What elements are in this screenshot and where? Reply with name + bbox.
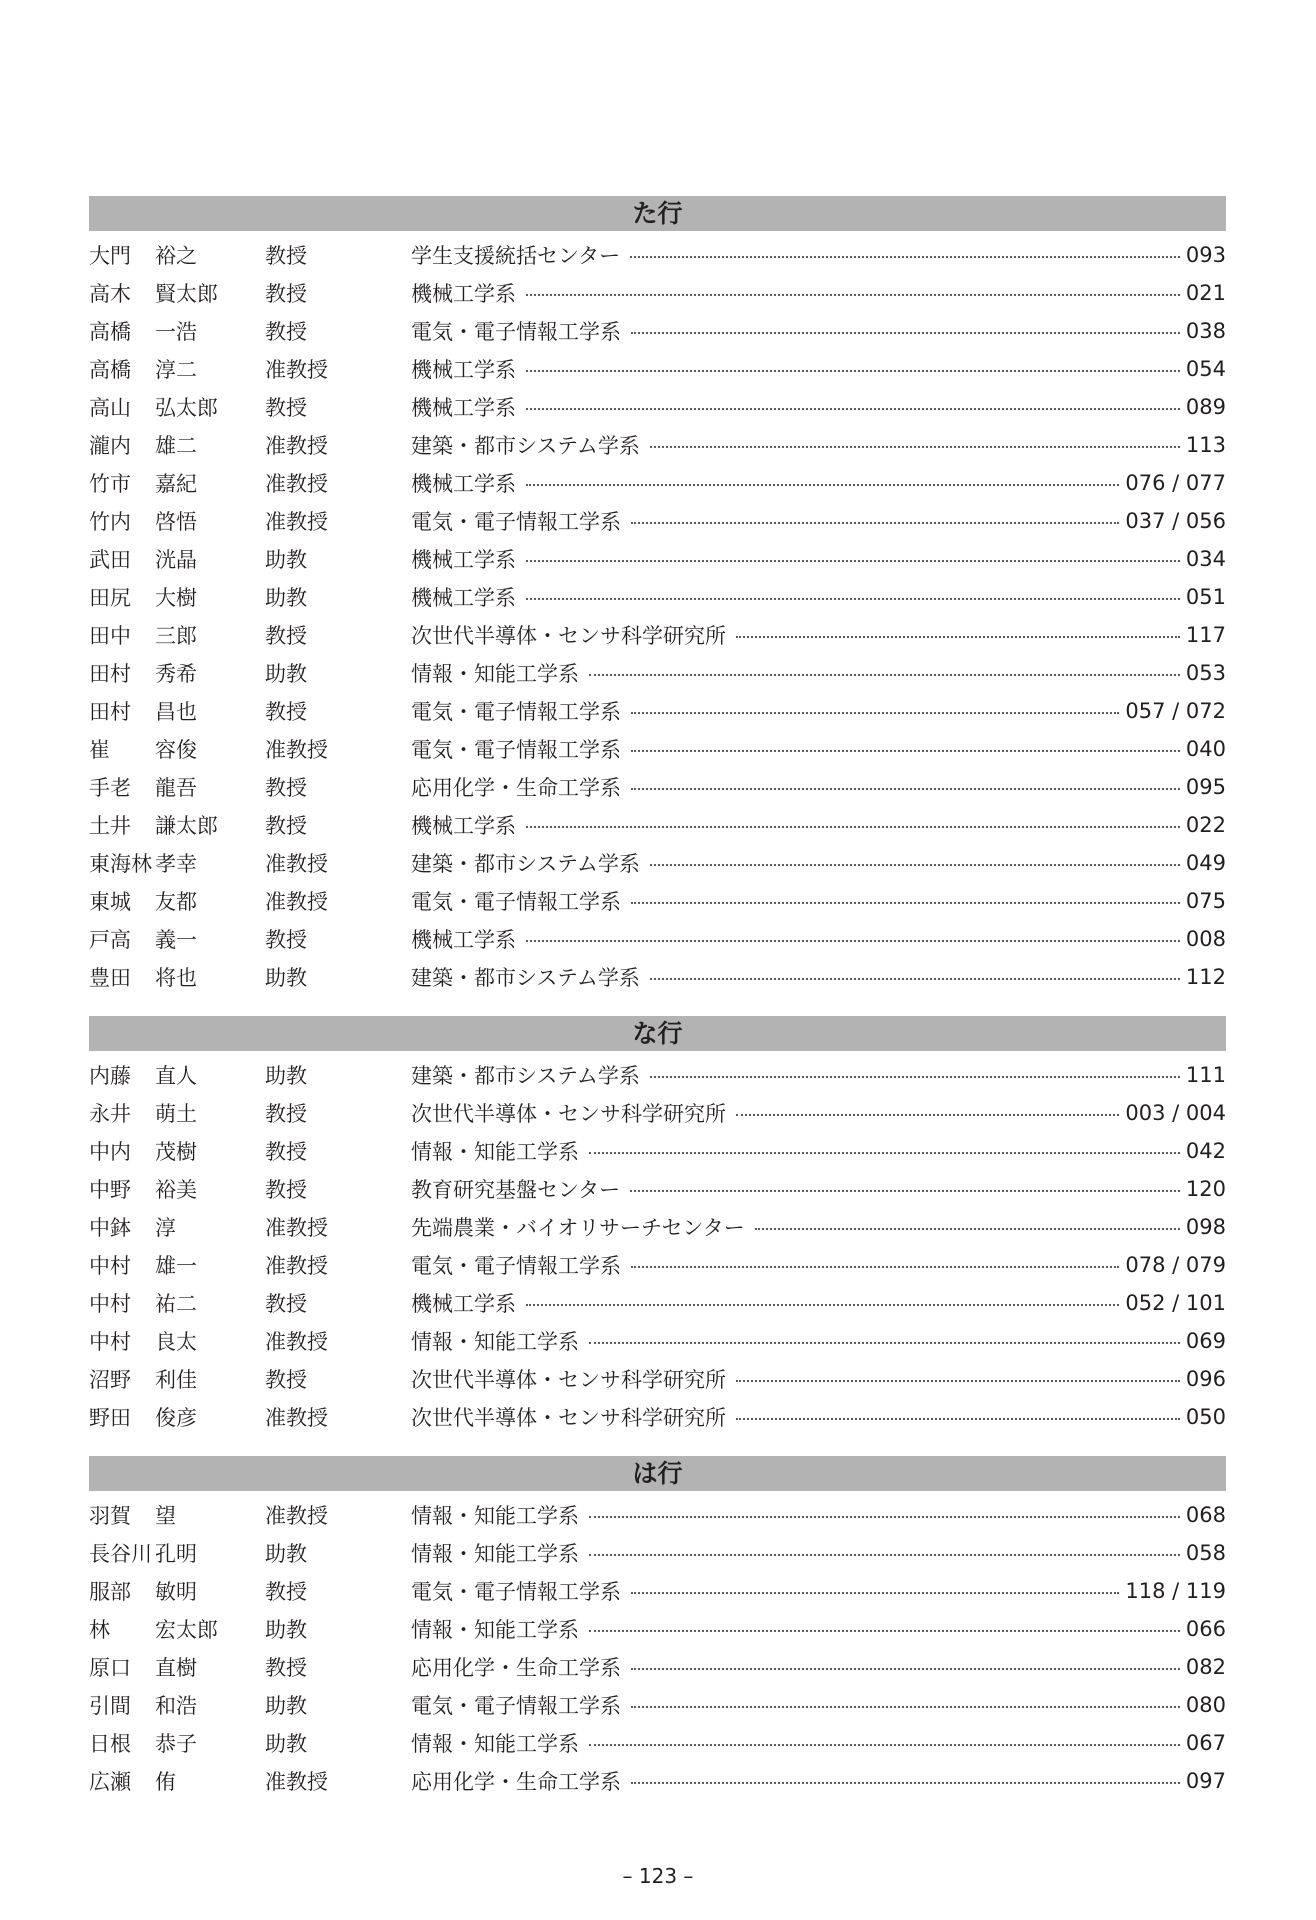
given-name: 淳二	[155, 358, 197, 382]
list-item	[89, 426, 1226, 464]
department: 電気・電子情報工学系	[411, 320, 621, 344]
dot-leader	[650, 446, 1180, 448]
department: 電気・電子情報工学系	[411, 1254, 621, 1278]
given-name: 孝幸	[155, 852, 197, 876]
dot-leader	[650, 978, 1180, 980]
given-name: 秀希	[155, 662, 197, 686]
page-reference: 068	[1185, 1503, 1226, 1527]
page-reference: 053	[1185, 661, 1226, 685]
academic-title: 教授	[265, 1292, 307, 1316]
dot-leader	[526, 408, 1180, 410]
dot-leader	[631, 788, 1180, 790]
department: 教育研究基盤センター	[411, 1178, 621, 1202]
academic-title: 教授	[265, 928, 307, 952]
given-name: 直樹	[155, 1656, 197, 1680]
given-name: 恭子	[155, 1732, 197, 1756]
list-item	[89, 1094, 1226, 1132]
academic-title: 准教授	[265, 1504, 328, 1528]
list-item	[89, 1246, 1226, 1284]
page-reference: 051	[1185, 585, 1226, 609]
surname: 日根	[89, 1732, 131, 1756]
academic-title: 教授	[265, 282, 307, 306]
page-reference: 049	[1185, 851, 1226, 875]
academic-title: 助教	[265, 586, 307, 610]
dot-leader	[526, 1304, 1119, 1306]
list-item	[89, 578, 1226, 616]
surname: 手老	[89, 776, 131, 800]
given-name: 昌也	[155, 700, 197, 724]
list-item	[89, 768, 1226, 806]
dot-leader	[631, 1782, 1180, 1784]
section-ha	[89, 1456, 1226, 1800]
list-item	[89, 1056, 1226, 1094]
page-reference: 113	[1185, 433, 1226, 457]
page-reference: 021	[1185, 281, 1226, 305]
page-reference: 082	[1185, 1655, 1226, 1679]
dot-leader	[630, 1190, 1180, 1192]
dot-leader	[631, 712, 1119, 714]
given-name: 直人	[155, 1064, 197, 1088]
department: 応用化学・生命工学系	[411, 776, 621, 800]
department: 次世代半導体・センサ科学研究所	[411, 1406, 726, 1430]
department: 情報・知能工学系	[411, 1330, 579, 1354]
academic-title: 教授	[265, 1140, 307, 1164]
department: 機械工学系	[411, 358, 516, 382]
page-reference: 034	[1185, 547, 1226, 571]
academic-title: 准教授	[265, 1254, 328, 1278]
surname: 東海林	[89, 852, 152, 876]
surname: 広瀬	[89, 1770, 131, 1794]
surname: 中村	[89, 1330, 131, 1354]
list-item	[89, 1610, 1226, 1648]
academic-title: 准教授	[265, 434, 328, 458]
given-name: 啓悟	[155, 510, 197, 534]
given-name: 侑	[155, 1770, 176, 1794]
department: 次世代半導体・センサ科学研究所	[411, 624, 726, 648]
list-item	[89, 1572, 1226, 1610]
academic-title: 助教	[265, 1732, 307, 1756]
list-item	[89, 1686, 1226, 1724]
directory-index	[89, 196, 1226, 1820]
academic-title: 准教授	[265, 1330, 328, 1354]
page-reference: 054	[1185, 357, 1226, 381]
department: 電気・電子情報工学系	[411, 890, 621, 914]
department: 建築・都市システム学系	[411, 852, 640, 876]
dot-leader	[631, 522, 1119, 524]
academic-title: 准教授	[265, 1216, 328, 1240]
list-item	[89, 1322, 1226, 1360]
given-name: 一浩	[155, 320, 197, 344]
given-name: 宏太郎	[155, 1618, 218, 1642]
dot-leader	[526, 826, 1180, 828]
given-name: 孔明	[155, 1542, 197, 1566]
surname: 羽賀	[89, 1504, 131, 1528]
page-reference: 097	[1185, 1769, 1226, 1793]
surname: 田尻	[89, 586, 131, 610]
academic-title: 助教	[265, 966, 307, 990]
dot-leader	[589, 1554, 1180, 1556]
page-reference: 098	[1185, 1215, 1226, 1239]
surname: 野田	[89, 1406, 131, 1430]
dot-leader	[526, 940, 1180, 942]
list-item	[89, 236, 1226, 274]
academic-title: 教授	[265, 1580, 307, 1604]
department: 建築・都市システム学系	[411, 1064, 640, 1088]
given-name: 望	[155, 1504, 176, 1528]
page-reference: 118 / 119	[1125, 1579, 1226, 1603]
academic-title: 教授	[265, 776, 307, 800]
surname: 中村	[89, 1292, 131, 1316]
surname: 林	[89, 1618, 110, 1642]
surname: 戸高	[89, 928, 131, 952]
academic-title: 准教授	[265, 890, 328, 914]
dot-leader	[526, 598, 1180, 600]
academic-title: 准教授	[265, 852, 328, 876]
given-name: 俊彦	[155, 1406, 197, 1430]
given-name: 淳	[155, 1216, 176, 1240]
given-name: 萌土	[155, 1102, 197, 1126]
given-name: 三郎	[155, 624, 197, 648]
list-item	[89, 806, 1226, 844]
page-reference: 058	[1185, 1541, 1226, 1565]
section-header: は行	[89, 1456, 1226, 1491]
given-name: 龍吾	[155, 776, 197, 800]
academic-title: 教授	[265, 624, 307, 648]
list-item	[89, 1496, 1226, 1534]
section-na	[89, 1016, 1226, 1436]
given-name: 利佳	[155, 1368, 197, 1392]
academic-title: 教授	[265, 244, 307, 268]
department: 情報・知能工学系	[411, 1732, 579, 1756]
dot-leader	[631, 332, 1180, 334]
page-reference: 069	[1185, 1329, 1226, 1353]
page-reference: 111	[1185, 1063, 1226, 1087]
given-name: 茂樹	[155, 1140, 197, 1164]
department: 機械工学系	[411, 814, 516, 838]
academic-title: 准教授	[265, 510, 328, 534]
academic-title: 助教	[265, 1618, 307, 1642]
page-reference: 040	[1185, 737, 1226, 761]
academic-title: 教授	[265, 320, 307, 344]
department: 機械工学系	[411, 928, 516, 952]
surname: 永井	[89, 1102, 131, 1126]
surname: 竹内	[89, 510, 131, 534]
page-reference: 052 / 101	[1125, 1291, 1226, 1315]
dot-leader	[650, 1076, 1180, 1078]
dot-leader	[630, 256, 1180, 258]
academic-title: 助教	[265, 548, 307, 572]
page-number: – 123 –	[622, 1864, 694, 1888]
department: 電気・電子情報工学系	[411, 1580, 621, 1604]
given-name: 祐二	[155, 1292, 197, 1316]
page-reference: 112	[1185, 965, 1226, 989]
surname: 沼野	[89, 1368, 131, 1392]
dot-leader	[526, 484, 1119, 486]
department: 建築・都市システム学系	[411, 434, 640, 458]
given-name: 良太	[155, 1330, 197, 1354]
given-name: 洸晶	[155, 548, 197, 572]
department: 機械工学系	[411, 548, 516, 572]
surname: 武田	[89, 548, 131, 572]
surname: 引間	[89, 1694, 131, 1718]
department: 機械工学系	[411, 396, 516, 420]
department: 情報・知能工学系	[411, 1504, 579, 1528]
academic-title: 助教	[265, 1694, 307, 1718]
department: 電気・電子情報工学系	[411, 738, 621, 762]
page-reference: 008	[1185, 927, 1226, 951]
dot-leader	[589, 1744, 1180, 1746]
department: 情報・知能工学系	[411, 662, 579, 686]
page-reference: 078 / 079	[1125, 1253, 1226, 1277]
page-reference: 089	[1185, 395, 1226, 419]
page-reference: 076 / 077	[1125, 471, 1226, 495]
dot-leader	[526, 560, 1180, 562]
list-item	[89, 1170, 1226, 1208]
list-item	[89, 958, 1226, 996]
surname: 大門	[89, 244, 131, 268]
page-reference: 067	[1185, 1731, 1226, 1755]
surname: 高橋	[89, 320, 131, 344]
dot-leader	[736, 1114, 1119, 1116]
list-item	[89, 274, 1226, 312]
page-reference: 117	[1185, 623, 1226, 647]
list-item	[89, 1534, 1226, 1572]
dot-leader	[589, 1630, 1180, 1632]
department: 機械工学系	[411, 282, 516, 306]
surname: 田村	[89, 662, 131, 686]
department: 建築・都市システム学系	[411, 966, 640, 990]
given-name: 裕美	[155, 1178, 197, 1202]
dot-leader	[589, 674, 1180, 676]
department: 次世代半導体・センサ科学研究所	[411, 1368, 726, 1392]
dot-leader	[631, 750, 1180, 752]
academic-title: 教授	[265, 1656, 307, 1680]
list-item	[89, 1762, 1226, 1800]
dot-leader	[736, 636, 1180, 638]
dot-leader	[526, 370, 1180, 372]
surname: 豊田	[89, 966, 131, 990]
section-ta	[89, 196, 1226, 996]
list-item	[89, 1208, 1226, 1246]
surname: 瀧内	[89, 434, 131, 458]
academic-title: 准教授	[265, 1770, 328, 1794]
section-header: た行	[89, 196, 1226, 231]
page-reference: 050	[1185, 1405, 1226, 1429]
surname: 中鉢	[89, 1216, 131, 1240]
list-item	[89, 730, 1226, 768]
list-item	[89, 882, 1226, 920]
given-name: 友都	[155, 890, 197, 914]
given-name: 賢太郎	[155, 282, 218, 306]
page-reference: 042	[1185, 1139, 1226, 1163]
surname: 高木	[89, 282, 131, 306]
list-item	[89, 312, 1226, 350]
department: 応用化学・生命工学系	[411, 1770, 621, 1794]
list-item	[89, 692, 1226, 730]
list-item	[89, 1284, 1226, 1322]
academic-title: 准教授	[265, 358, 328, 382]
page-reference: 038	[1185, 319, 1226, 343]
given-name: 義一	[155, 928, 197, 952]
dot-leader	[631, 1706, 1180, 1708]
academic-title: 助教	[265, 1542, 307, 1566]
list-item	[89, 920, 1226, 958]
surname: 内藤	[89, 1064, 131, 1088]
academic-title: 准教授	[265, 472, 328, 496]
dot-leader	[631, 1668, 1180, 1670]
page-reference: 066	[1185, 1617, 1226, 1641]
academic-title: 助教	[265, 1064, 307, 1088]
list-item	[89, 1398, 1226, 1436]
dot-leader	[589, 1152, 1180, 1154]
academic-title: 教授	[265, 700, 307, 724]
department: 次世代半導体・センサ科学研究所	[411, 1102, 726, 1126]
academic-title: 教授	[265, 1102, 307, 1126]
academic-title: 教授	[265, 396, 307, 420]
surname: 土井	[89, 814, 131, 838]
page-reference: 075	[1185, 889, 1226, 913]
given-name: 容俊	[155, 738, 197, 762]
list-item	[89, 1132, 1226, 1170]
department: 情報・知能工学系	[411, 1618, 579, 1642]
page-reference: 120	[1185, 1177, 1226, 1201]
academic-title: 准教授	[265, 738, 328, 762]
list-item	[89, 654, 1226, 692]
surname: 原口	[89, 1656, 131, 1680]
academic-title: 教授	[265, 1368, 307, 1392]
surname: 中内	[89, 1140, 131, 1164]
dot-leader	[526, 294, 1180, 296]
given-name: 将也	[155, 966, 197, 990]
given-name: 和浩	[155, 1694, 197, 1718]
department: 先端農業・バイオリサーチセンター	[411, 1216, 745, 1240]
page-reference: 093	[1185, 243, 1226, 267]
department: 情報・知能工学系	[411, 1140, 579, 1164]
list-item	[89, 540, 1226, 578]
page-reference: 022	[1185, 813, 1226, 837]
surname: 中村	[89, 1254, 131, 1278]
department: 電気・電子情報工学系	[411, 1694, 621, 1718]
list-item	[89, 464, 1226, 502]
department: 電気・電子情報工学系	[411, 700, 621, 724]
given-name: 嘉紀	[155, 472, 197, 496]
surname: 田村	[89, 700, 131, 724]
surname: 東城	[89, 890, 131, 914]
dot-leader	[589, 1342, 1180, 1344]
surname: 服部	[89, 1580, 131, 1604]
dot-leader	[631, 902, 1180, 904]
list-item	[89, 350, 1226, 388]
surname: 竹市	[89, 472, 131, 496]
surname: 崔	[89, 738, 110, 762]
dot-leader	[631, 1592, 1119, 1594]
department: 応用化学・生命工学系	[411, 1656, 621, 1680]
academic-title: 教授	[265, 814, 307, 838]
surname: 田中	[89, 624, 131, 648]
dot-leader	[589, 1516, 1180, 1518]
list-item	[89, 1360, 1226, 1398]
given-name: 大樹	[155, 586, 197, 610]
list-item	[89, 616, 1226, 654]
department: 電気・電子情報工学系	[411, 510, 621, 534]
section-header: な行	[89, 1016, 1226, 1051]
page-reference: 095	[1185, 775, 1226, 799]
department: 情報・知能工学系	[411, 1542, 579, 1566]
department: 機械工学系	[411, 1292, 516, 1316]
given-name: 裕之	[155, 244, 197, 268]
dot-leader	[650, 864, 1180, 866]
department: 機械工学系	[411, 586, 516, 610]
dot-leader	[631, 1266, 1119, 1268]
dot-leader	[755, 1228, 1180, 1230]
given-name: 雄一	[155, 1254, 197, 1278]
given-name: 雄二	[155, 434, 197, 458]
surname: 高山	[89, 396, 131, 420]
given-name: 弘太郎	[155, 396, 218, 420]
list-item	[89, 1724, 1226, 1762]
department: 機械工学系	[411, 472, 516, 496]
list-item	[89, 1648, 1226, 1686]
list-item	[89, 388, 1226, 426]
page-reference: 037 / 056	[1125, 509, 1226, 533]
page-reference: 096	[1185, 1367, 1226, 1391]
dot-leader	[736, 1380, 1180, 1382]
department: 学生支援統括センター	[411, 244, 621, 268]
page-reference: 057 / 072	[1125, 699, 1226, 723]
page-reference: 003 / 004	[1125, 1101, 1226, 1125]
surname: 長谷川	[89, 1542, 152, 1566]
academic-title: 助教	[265, 662, 307, 686]
dot-leader	[736, 1418, 1180, 1420]
surname: 中野	[89, 1178, 131, 1202]
given-name: 敏明	[155, 1580, 197, 1604]
given-name: 謙太郎	[155, 814, 218, 838]
list-item	[89, 502, 1226, 540]
page-reference: 080	[1185, 1693, 1226, 1717]
surname: 高橋	[89, 358, 131, 382]
list-item	[89, 844, 1226, 882]
academic-title: 准教授	[265, 1406, 328, 1430]
academic-title: 教授	[265, 1178, 307, 1202]
